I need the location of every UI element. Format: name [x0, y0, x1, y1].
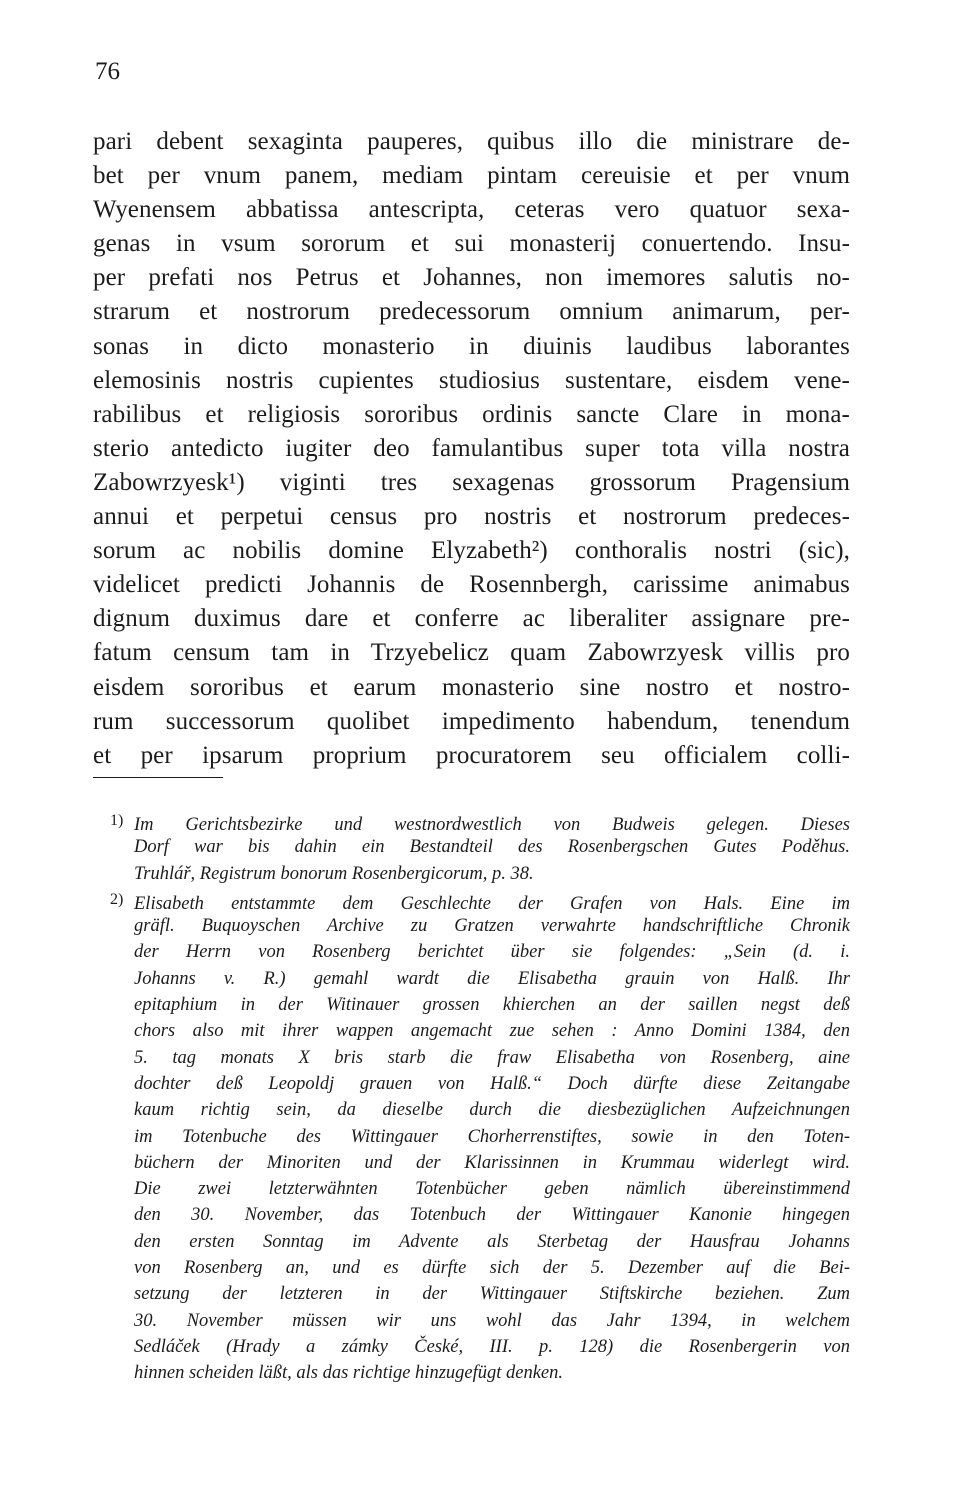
footnote-line — [110, 1124, 850, 1150]
text-line: elemosinis nostris cupientes studiosius sustentare, eisdem vene- — [93, 366, 850, 394]
footnote-line — [110, 1334, 850, 1360]
footnote-text: 5. tag monats X bris starb die fraw Elisabetha von Rosenberg, aine — [134, 1047, 850, 1068]
footnote-separator — [93, 777, 223, 778]
footnote-line — [110, 1281, 850, 1307]
text-line: rum successorum quolibet impedimento habendum, tenendum — [93, 707, 850, 735]
text-line: eisdem sororibus et earum monasterio sine nostro et nostro- — [93, 673, 850, 701]
footnote-text: gräfl. Buquoyschen Archive zu Gratzen verwahrte handschriftliche Chronik — [134, 916, 850, 937]
main-text — [93, 125, 850, 773]
footnote-line — [110, 1202, 850, 1228]
footnote-text: 30. November müssen wir uns wohl das Jahr 1394, in welchem — [134, 1310, 850, 1331]
text-line: strarum et nostrorum predecessorum omnium animarum, per- — [93, 298, 850, 326]
footnote-text: Truhlář, Registrum bonorum Rosenbergicorum, p. 38. — [134, 863, 534, 884]
footnote-text: dochter deß Leopoldj grauen von Halß.“ Doch dürfte diese Zeitangabe — [134, 1073, 850, 1094]
footnote-marker: 1) — [110, 812, 124, 829]
text-line: rabilibus et religiosis sororibus ordinis sancte Clare in mona- — [93, 400, 850, 428]
text-line: Zabowrzyesk¹) viginti tres sexagenas grossorum Pragensium — [93, 468, 850, 496]
footnote-line — [110, 1308, 850, 1334]
footnote-text: Johanns v. R.) gemahl wardt die Elisabetha grauin von Halß. Ihr — [134, 968, 850, 989]
footnote-text: von Rosenberg an, und es dürfte sich der 5. Dezember auf die Bei- — [134, 1258, 850, 1279]
footnote-line — [110, 1018, 850, 1044]
footnote-line — [110, 992, 850, 1018]
text-line: sonas in dicto monasterio in diuinis laudibus laborantes — [93, 332, 850, 360]
footnote-line — [110, 966, 850, 992]
footnote-text: epitaphium in der Witinauer grossen khierchen an der saillen negst deß — [134, 995, 850, 1016]
text-line: et per ipsarum proprium procuratorem seu officialem colli- — [93, 741, 850, 769]
footnote-text: chors also mit ihrer wappen angemacht zue sehen : Anno Domini 1384, den — [134, 1021, 850, 1042]
text-line: sterio antedicto iugiter deo famulantibus super tota villa nostra — [93, 434, 850, 462]
text-line: dignum duximus dare et conferre ac liberaliter assignare pre- — [93, 605, 850, 633]
footnote-line — [110, 1150, 850, 1176]
text-line: videlicet predicti Johannis de Rosennbergh, carissime animabus — [93, 571, 850, 599]
text-line: genas in vsum sororum et sui monasterij conuertendo. Insu- — [93, 230, 850, 258]
footnote-line — [110, 834, 850, 860]
text-line: fatum censum tam in Trzyebelicz quam Zabowrzyesk villis pro — [93, 639, 850, 667]
text-line: per prefati nos Petrus et Johannes, non imemores salutis no- — [93, 264, 850, 292]
footnote-line — [110, 887, 850, 913]
footnote-text: der Herrn von Rosenberg berichtet über sie folgendes: „Sein (d. i. — [134, 942, 850, 963]
text-line: bet per vnum panem, mediam pintam cereuisie et per vnum — [93, 162, 850, 190]
footnote-line — [110, 861, 850, 887]
footnote-line — [110, 808, 850, 834]
footnote-text: Dorf war bis dahin ein Bestandteil des Rosenbergschen Gutes Poděhus. — [134, 837, 850, 858]
footnote-line — [110, 1229, 850, 1255]
footnote-text: hinnen scheiden läßt, als das richtige hinzugefügt denken. — [134, 1363, 564, 1384]
footnote-line — [110, 1255, 850, 1281]
footnote-line — [110, 939, 850, 965]
text-line: sorum ac nobilis domine Elyzabeth²) conthoralis nostri (sic), — [93, 537, 850, 565]
footnote-text: Die zwei letzterwähnten Totenbücher geben nämlich übereinstimmend — [134, 1179, 850, 1200]
footnote-text: büchern der Minoriten und der Klarissinnen in Krummau widerlegt wird. — [134, 1152, 850, 1173]
footnote-text: Elisabeth entstammte dem Geschlechte der Grafen von Hals. Eine im — [134, 893, 850, 914]
footnote-line — [110, 1176, 850, 1202]
text-line: annui et perpetui census pro nostris et nostrorum predeces- — [93, 503, 850, 531]
footnote-marker: 2) — [110, 890, 124, 908]
footnote-text: Im Gerichtsbezirke und westnordwestlich von Budweis gelegen. Dieses — [134, 815, 850, 835]
footnote-line — [110, 1071, 850, 1097]
footnote-text: im Totenbuche des Wittingauer Chorherrenstiftes, sowie in den Toten- — [134, 1126, 850, 1147]
footnote-text: setzung der letzteren in der Wittingauer Stiftskirche beziehen. Zum — [134, 1284, 850, 1305]
footnote-line — [110, 1360, 850, 1386]
footnote-line — [110, 913, 850, 939]
footnote-text: kaum richtig sein, da dieselbe durch die diesbezüglichen Aufzeichnungen — [134, 1100, 850, 1121]
footnotes — [110, 808, 850, 1387]
footnote-line — [110, 1045, 850, 1071]
text-line: Wyenensem abbatissa antescripta, ceteras vero quatuor sexa- — [93, 196, 850, 224]
page-number: 76 — [95, 58, 120, 85]
footnote-text: Sedláček (Hrady a zámky České, III. p. 128) die Rosenbergerin von — [134, 1336, 850, 1357]
footnote-text: den ersten Sonntag im Advente als Sterbetag der Hausfrau Johanns — [134, 1231, 850, 1252]
footnote-line — [110, 1097, 850, 1123]
text-line: pari debent sexaginta pauperes, quibus illo die ministrare de- — [93, 128, 850, 155]
footnote-text: den 30. November, das Totenbuch der Wittingauer Kanonie hingegen — [134, 1205, 850, 1226]
